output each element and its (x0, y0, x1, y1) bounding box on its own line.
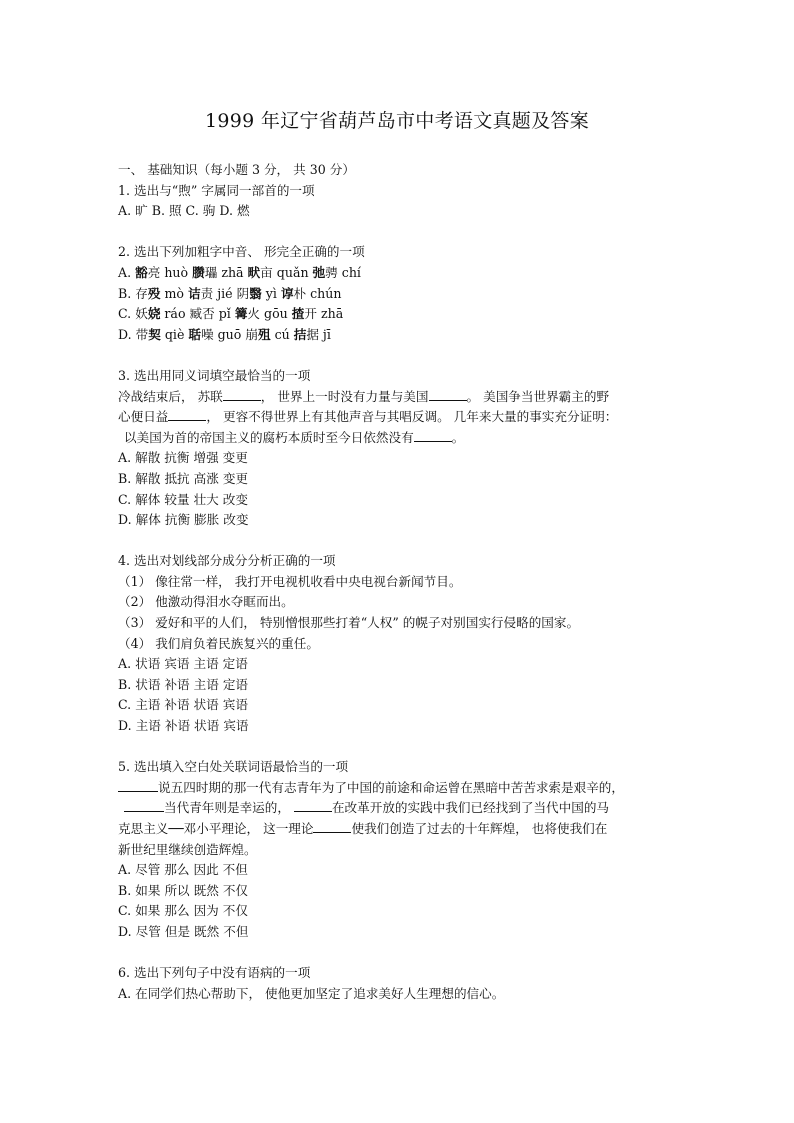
question-4-item: （2） 他激动得泪水夺眶而出。 (118, 594, 294, 610)
question-6-option-a: A. 在同学们热心帮助下， 使他更加坚定了追求美好人生理想的信心。 (118, 985, 505, 1001)
question-5-passage-line-2: 当代青年则是幸运的， 在改革开放的实践中我们已经找到了当代中国的马 (118, 798, 678, 819)
question-5-option: D. 尽管 但是 既然 不但 (118, 923, 249, 939)
question-4-option: D. 主语 补语 状语 宾语 (118, 718, 249, 734)
question-3-option: A. 解散 抗衡 增强 变更 (118, 450, 248, 466)
fill-blank (223, 388, 261, 401)
question-3-option: B. 解散 抵抗 高涨 变更 (118, 470, 249, 486)
question-4-item: （1） 像往常一样， 我打开电视机收看中央电视台新闻节目。 (118, 573, 462, 589)
question-3-passage-line-3: 以美国为首的帝国主义的腐朽本质时至今日依然没有 。 (124, 429, 465, 445)
question-2-option-a: A. 豁亮 huò 臜瓃 zhā 畎亩 quǎn 弛骋 chí (118, 264, 361, 280)
fill-blank (168, 408, 206, 421)
question-4-stem: 4. 选出对划线部分成分分析正确的一项 (118, 553, 336, 569)
fill-blank (118, 779, 158, 792)
question-1-stem: 1. 选出与“煦” 字属同一部首的一项 (118, 182, 315, 198)
question-6-stem: 6. 选出下列句子中没有语病的一项 (118, 965, 311, 981)
question-1-options: A. 旷 B. 照 C. 驹 D. 燃 (118, 203, 250, 219)
question-2-stem: 2. 选出下列加粗字中音、 形完全正确的一项 (118, 244, 365, 260)
question-2-option-c: C. 妖娆 ráo 臧否 pǐ 篝火 gōu 揸开 zhā (118, 306, 344, 322)
question-5-option: A. 尽管 那么 因此 不但 (118, 862, 248, 878)
question-2-option-b: B. 存殁 mò 诘责 jié 阴翳 yì 谆朴 chún (118, 285, 342, 301)
question-4-item: （3） 爱好和平的人们， 特别憎恨那些打着“人权” 的幌子对别国实行侵略的国家。 (118, 615, 580, 631)
question-5-option: B. 如果 所以 既然 不仅 (118, 882, 249, 898)
question-3-option: C. 解体 较量 壮大 改变 (118, 491, 248, 507)
fill-blank (294, 799, 332, 812)
question-4-option: A. 状语 宾语 主语 定语 (118, 656, 248, 672)
question-4-option: B. 状语 补语 主语 定语 (118, 676, 249, 692)
question-4-item: （4） 我们肩负着民族复兴的重任。 (118, 635, 319, 651)
question-5-option: C. 如果 那么 因为 不仅 (118, 903, 248, 919)
question-2-option-d: D. 带契 qiè 聒噪 guō 崩殂 cú 拮据 jī (118, 326, 331, 342)
fill-blank (429, 388, 467, 401)
question-5-passage-line-3: 克思主义──邓小平理论， 这一理论 使我们创造了过去的十年辉煌， 也将使我们在 (118, 821, 608, 836)
fill-blank (124, 799, 164, 812)
question-3-option: D. 解体 抗衡 膨胀 改变 (118, 512, 249, 528)
question-5-passage-line-4: 新世纪里继续创造辉煌。 (118, 841, 257, 857)
question-3-passage-line-2: 心便日益 ， 更容不得世界上有其他声音与其唱反调。 几年来大量的事实充分证明： (118, 409, 618, 425)
page-title: 1999 年辽宁省葫芦岛市中考语文真题及答案 (205, 110, 589, 132)
question-4-option: C. 主语 补语 状语 宾语 (118, 697, 248, 713)
fill-blank (414, 429, 452, 442)
document-body (118, 160, 678, 1004)
question-3-stem: 3. 选出用同义词填空最恰当的一项 (118, 367, 311, 383)
question-5-passage-line-1: 说五四时期的那一代有志青年为了中国的前途和命运曾在黑暗中苦苦求索是艰辛的， (118, 778, 678, 799)
section-heading: 一、 基础知识（每小题 3 分， 共 30 分） (118, 162, 355, 177)
fill-blank (313, 820, 351, 833)
question-3-passage-line-1: 冷战结束后， 苏联 ， 世界上一时没有力量与美国 。 美国争当世界霸主的野 (118, 388, 610, 404)
question-5-stem: 5. 选出填入空白处关联词语最恰当的一项 (118, 759, 349, 775)
